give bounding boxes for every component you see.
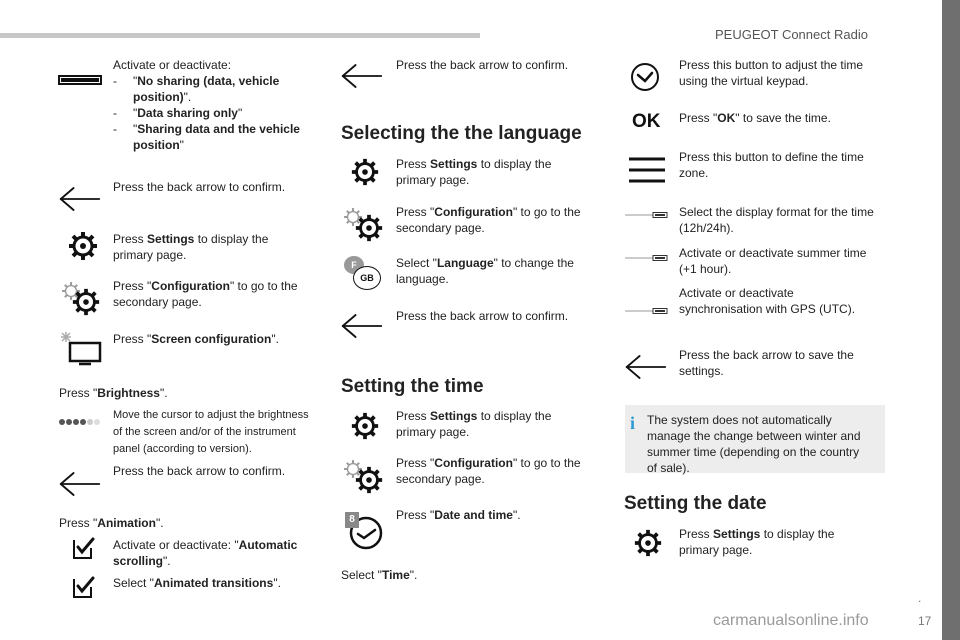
lang-select-step: Select "Language" to change the language. <box>396 256 574 286</box>
sharing-options <box>113 73 323 153</box>
side-bar <box>942 0 960 640</box>
info-note-text: The system does not automatically manage the change between winter and summer time (depending on the country of sale). <box>647 413 861 475</box>
back-arrow-icon <box>58 470 102 498</box>
gear-icon <box>633 528 663 558</box>
select-time-step: Select "Time". <box>341 568 418 582</box>
back-step-2: Press the back arrow to confirm. <box>113 464 286 478</box>
info-icon: i <box>630 413 636 433</box>
menu-lines-icon <box>627 155 667 185</box>
date-heading: Setting the date <box>624 493 767 514</box>
date-settings-step: Press Settings to display the primary page. <box>679 527 835 557</box>
language-flag-icon: F GB <box>344 256 384 290</box>
back-save-step: Press the back arrow to save the settings. <box>679 348 854 378</box>
time-settings-step: Press Settings to display the primary page. <box>396 409 552 439</box>
sharing-block: Activate or deactivate: - "No sharing (data, vehicle position)". - "Data sharing only" - "Sharing data and the vehicle position" <box>113 57 323 153</box>
brightness-slider-icon <box>58 417 102 427</box>
back-step-top: Press the back arrow to confirm. <box>396 58 569 72</box>
transitions-step: Select "Animated transitions". <box>113 576 281 590</box>
language-heading: Selecting the the language <box>341 123 582 144</box>
manual-title: PEUGEOT Connect Radio <box>715 27 868 42</box>
toggle-off-icon <box>625 211 669 219</box>
gps-step: Activate or deactivate synchronisation with GPS (UTC). <box>679 286 856 316</box>
toggle-off-icon <box>625 307 669 315</box>
keypad-step: Press this button to adjust the time using the virtual keypad. <box>679 58 864 88</box>
clock-icon: 8 <box>345 512 385 552</box>
sharing-option: - "Data sharing only" <box>113 105 323 121</box>
settings-step-1: Press Settings to display the primary page. <box>113 232 269 262</box>
brightness-description: Move the cursor to adjust the brightness of the screen and/or of the instrument panel (according to version). <box>113 409 309 455</box>
lang-settings-step: Press Settings to display the primary page. <box>396 157 552 187</box>
format-step: Select the display format for the time (12h/24h). <box>679 205 874 235</box>
page-number: 17 <box>918 614 932 628</box>
time-heading: Setting the time <box>341 376 484 397</box>
gear-icon <box>71 287 101 317</box>
date-time-step: Press "Date and time". <box>396 508 521 522</box>
ok-icon: OK <box>632 111 661 132</box>
back-arrow-icon <box>58 185 102 213</box>
auto-scroll-step: Activate or deactivate: "Automatic scrolling". <box>113 538 298 568</box>
checkbox-icon <box>69 573 97 601</box>
lang-config-step: Press "Configuration" to go to the secondary page. <box>396 205 581 235</box>
brightness-step: Press "Brightness". <box>59 386 168 400</box>
animation-step: Press "Animation". <box>59 516 164 530</box>
time-config-step: Press "Configuration" to go to the secondary page. <box>396 456 581 486</box>
gear-icon <box>67 230 99 262</box>
config-step-1: Press "Configuration" to go to the secondary page. <box>113 279 298 309</box>
zone-step: Press this button to define the time zone. <box>679 150 864 180</box>
top-rule <box>0 33 480 38</box>
checkbox-icon <box>69 534 97 562</box>
gear-icon <box>350 157 380 187</box>
gear-icon <box>354 465 384 495</box>
summer-step: Activate or deactivate summer time (+1 hour). <box>679 246 867 276</box>
ok-step: Press "OK" to save the time. <box>679 111 831 125</box>
watermark: carmanualsonline.info <box>713 612 869 629</box>
info-note <box>625 405 885 473</box>
back-arrow-icon <box>624 353 668 381</box>
gear-icon <box>350 411 380 441</box>
sharing-option: - "Sharing data and the vehicle position" <box>113 121 323 153</box>
gear-icon <box>354 213 384 243</box>
screen-config-icon <box>58 330 104 366</box>
back-arrow-icon <box>340 312 384 340</box>
sharing-option: - "No sharing (data, vehicle position)". <box>113 73 323 105</box>
page-dot: . <box>918 591 922 605</box>
toggle-off-icon <box>625 254 669 262</box>
lang-back-step: Press the back arrow to confirm. <box>396 309 569 323</box>
back-arrow-icon <box>340 62 384 90</box>
screen-step: Press "Screen configuration". <box>113 332 279 346</box>
toggle-off-icon <box>58 73 102 87</box>
chevron-down-icon <box>630 62 660 92</box>
back-step-1: Press the back arrow to confirm. <box>113 180 286 194</box>
